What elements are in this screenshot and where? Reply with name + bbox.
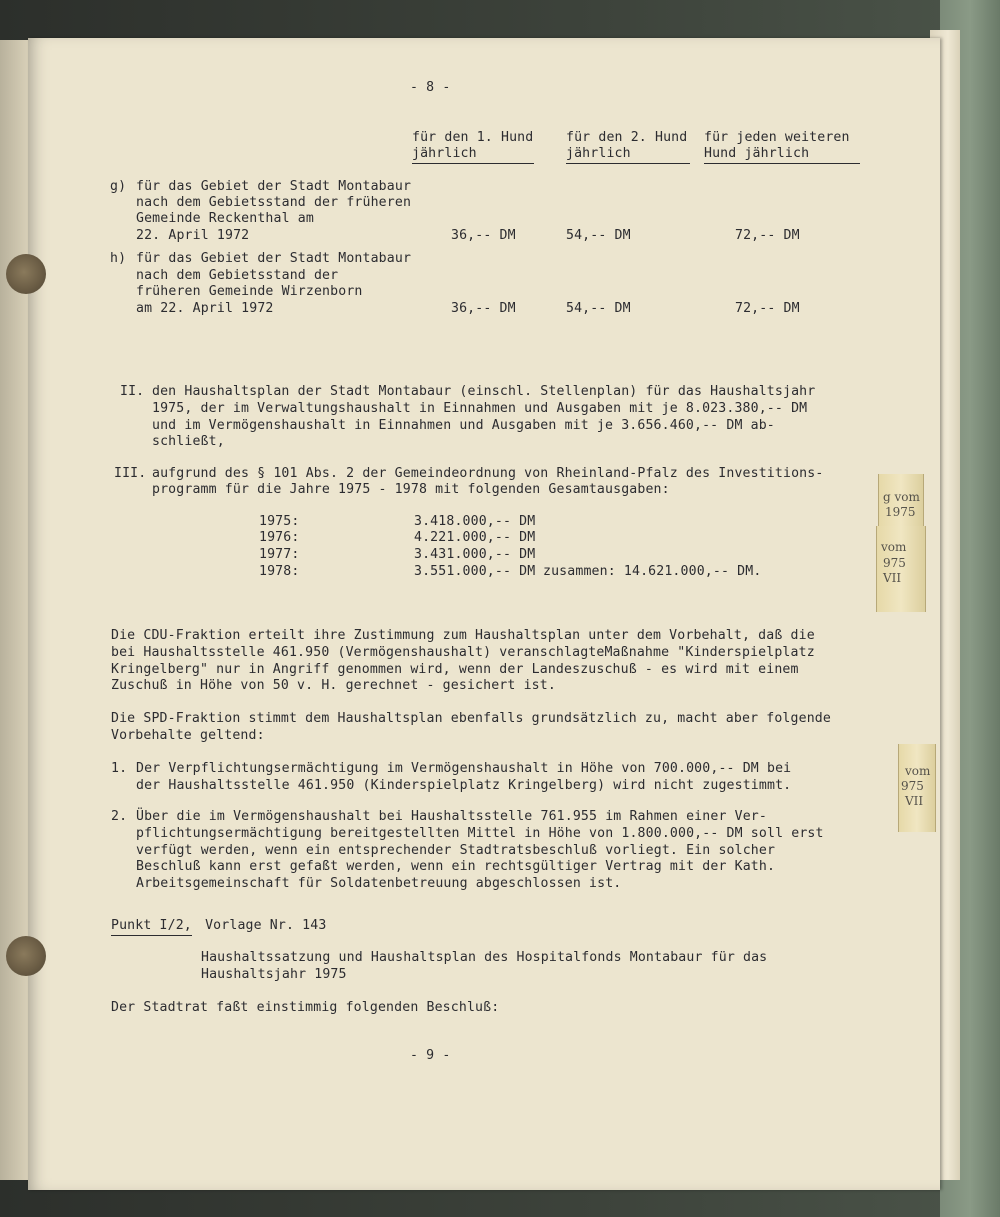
year-amount: 4.221.000,-- DM bbox=[414, 530, 536, 545]
left-page-strip bbox=[0, 40, 28, 1180]
item-value-col3: 72,-- DM bbox=[735, 228, 800, 243]
paragraph-line: Vorbehalte geltend: bbox=[111, 728, 265, 743]
tab-text-line: 975 bbox=[901, 779, 924, 793]
year-label: 1975: bbox=[259, 514, 300, 529]
item-text-line: nach dem Gebietsstand der früheren bbox=[136, 195, 412, 210]
document-page bbox=[28, 38, 940, 1190]
section-number: II. bbox=[120, 384, 145, 399]
section-text-line: programm für die Jahre 1975 - 1978 mit folgenden Gesamtausgaben: bbox=[152, 482, 670, 497]
tab-text-line: 1975 bbox=[885, 505, 916, 519]
tab-text-line: VII bbox=[883, 571, 902, 585]
side-index-tab bbox=[878, 474, 924, 526]
tab-text-line: VII bbox=[905, 794, 924, 808]
item-text-line: früheren Gemeinde Wirzenborn bbox=[136, 284, 363, 299]
punkt-label: Punkt I/2, bbox=[111, 918, 192, 936]
col2-header-line1: für den 2. Hund bbox=[566, 130, 688, 145]
punkt-rest: Vorlage Nr. 143 bbox=[197, 918, 327, 933]
punch-hole-top bbox=[6, 254, 46, 294]
item-label: g) bbox=[110, 179, 127, 194]
paragraph-line: Die CDU-Fraktion erteilt ihre Zustimmung zum Haushaltsplan unter dem Vorbehalt, daß die bbox=[111, 628, 815, 643]
col3-header-line2: Hund jährlich bbox=[704, 146, 860, 164]
page-number-top: - 8 - bbox=[410, 80, 451, 95]
tab-text-line: vom bbox=[881, 540, 907, 554]
item-text-line: für das Gebiet der Stadt Montabaur bbox=[136, 179, 412, 194]
punkt-text-line: Haushaltssatzung und Haushaltsplan des Hospitalfonds Montabaur für das bbox=[201, 950, 768, 965]
col1-header-line2: jährlich bbox=[412, 146, 534, 164]
tab-text-line: vom bbox=[905, 764, 931, 778]
paragraph-line: Die SPD-Fraktion stimmt dem Haushaltsplan ebenfalls grundsätzlich zu, macht aber folgende bbox=[111, 711, 831, 726]
list-text-line: Der Verpflichtungsermächtigung im Vermögenshaushalt in Höhe von 700.000,-- DM bei bbox=[136, 761, 792, 776]
item-value-col2: 54,-- DM bbox=[566, 228, 631, 243]
item-text-line: 22. April 1972 bbox=[136, 228, 250, 243]
section-text-line: 1975, der im Verwaltungshaushalt in Einnahmen und Ausgaben mit je 8.023.380,-- DM bbox=[152, 401, 808, 416]
section-text-line: aufgrund des § 101 Abs. 2 der Gemeindeordnung von Rheinland-Pfalz des Investitions- bbox=[152, 466, 824, 481]
section-text-line: und im Vermögenshaushalt in Einnahmen und Ausgaben mit je 3.656.460,-- DM ab- bbox=[152, 418, 775, 433]
list-text-line: Arbeitsgemeinschaft für Soldatenbetreuung abgeschlossen ist. bbox=[136, 876, 622, 891]
tab-text-line: g vom bbox=[883, 490, 920, 504]
item-label: h) bbox=[110, 251, 127, 266]
section-text-line: schließt, bbox=[152, 434, 225, 449]
item-value-col3: 72,-- DM bbox=[735, 301, 800, 316]
paragraph-line: Zuschuß in Höhe von 50 v. H. gerechnet - gesichert ist. bbox=[111, 678, 556, 693]
side-index-tab bbox=[876, 526, 926, 612]
item-value-col1: 36,-- DM bbox=[451, 228, 516, 243]
side-index-tab bbox=[898, 744, 936, 832]
total-note: zusammen: 14.621.000,-- DM. bbox=[543, 564, 762, 579]
closing-line: Der Stadtrat faßt einstimmig folgenden Beschluß: bbox=[111, 1000, 500, 1015]
punch-hole-bottom bbox=[6, 936, 46, 976]
list-text-line: verfügt werden, wenn ein entsprechender Stadtratsbeschluß vorliegt. Ein solcher bbox=[136, 843, 776, 858]
list-text-line: pflichtungsermächtigung bereitgestellten Mittel in Höhe von 1.800.000,-- DM soll erst bbox=[136, 826, 824, 841]
item-text-line: für das Gebiet der Stadt Montabaur bbox=[136, 251, 412, 266]
punkt-text-line: Haushaltsjahr 1975 bbox=[201, 967, 347, 982]
year-label: 1977: bbox=[259, 547, 300, 562]
section-number: III. bbox=[114, 466, 147, 481]
year-label: 1978: bbox=[259, 564, 300, 579]
section-text-line: den Haushaltsplan der Stadt Montabaur (einschl. Stellenplan) für das Haushaltsjahr bbox=[152, 384, 816, 399]
list-text-line: Beschluß kann erst gefaßt werden, wenn ein rechtsgültiger Vertrag mit der Kath. bbox=[136, 859, 776, 874]
item-value-col2: 54,-- DM bbox=[566, 301, 631, 316]
paragraph-line: bei Haushaltsstelle 461.950 (Vermögenshaushalt) veranschlagteMaßnahme "Kinderspielplatz bbox=[111, 645, 815, 660]
list-number: 1. bbox=[111, 761, 128, 776]
year-amount: 3.418.000,-- DM bbox=[414, 514, 536, 529]
item-value-col1: 36,-- DM bbox=[451, 301, 516, 316]
col1-header-line1: für den 1. Hund bbox=[412, 130, 534, 145]
item-text-line: Gemeinde Reckenthal am bbox=[136, 211, 314, 226]
year-amount: 3.551.000,-- DM bbox=[414, 564, 536, 579]
col2-header-line2: jährlich bbox=[566, 146, 690, 164]
list-number: 2. bbox=[111, 809, 128, 824]
list-text-line: Über die im Vermögenshaushalt bei Haushaltsstelle 761.955 im Rahmen einer Ver- bbox=[136, 809, 767, 824]
item-text-line: am 22. April 1972 bbox=[136, 301, 274, 316]
tab-text-line: 975 bbox=[883, 556, 906, 570]
list-text-line: der Haushaltsstelle 461.950 (Kinderspielplatz Kringelberg) wird nicht zugestimmt. bbox=[136, 778, 792, 793]
year-label: 1976: bbox=[259, 530, 300, 545]
page-number-bottom: - 9 - bbox=[410, 1048, 451, 1063]
col3-header-line1: für jeden weiteren bbox=[704, 130, 850, 145]
item-text-line: nach dem Gebietsstand der bbox=[136, 268, 339, 283]
year-amount: 3.431.000,-- DM bbox=[414, 547, 536, 562]
paragraph-line: Kringelberg" nur in Angriff genommen wird, wenn der Landeszuschuß - es wird mit einem bbox=[111, 662, 799, 677]
